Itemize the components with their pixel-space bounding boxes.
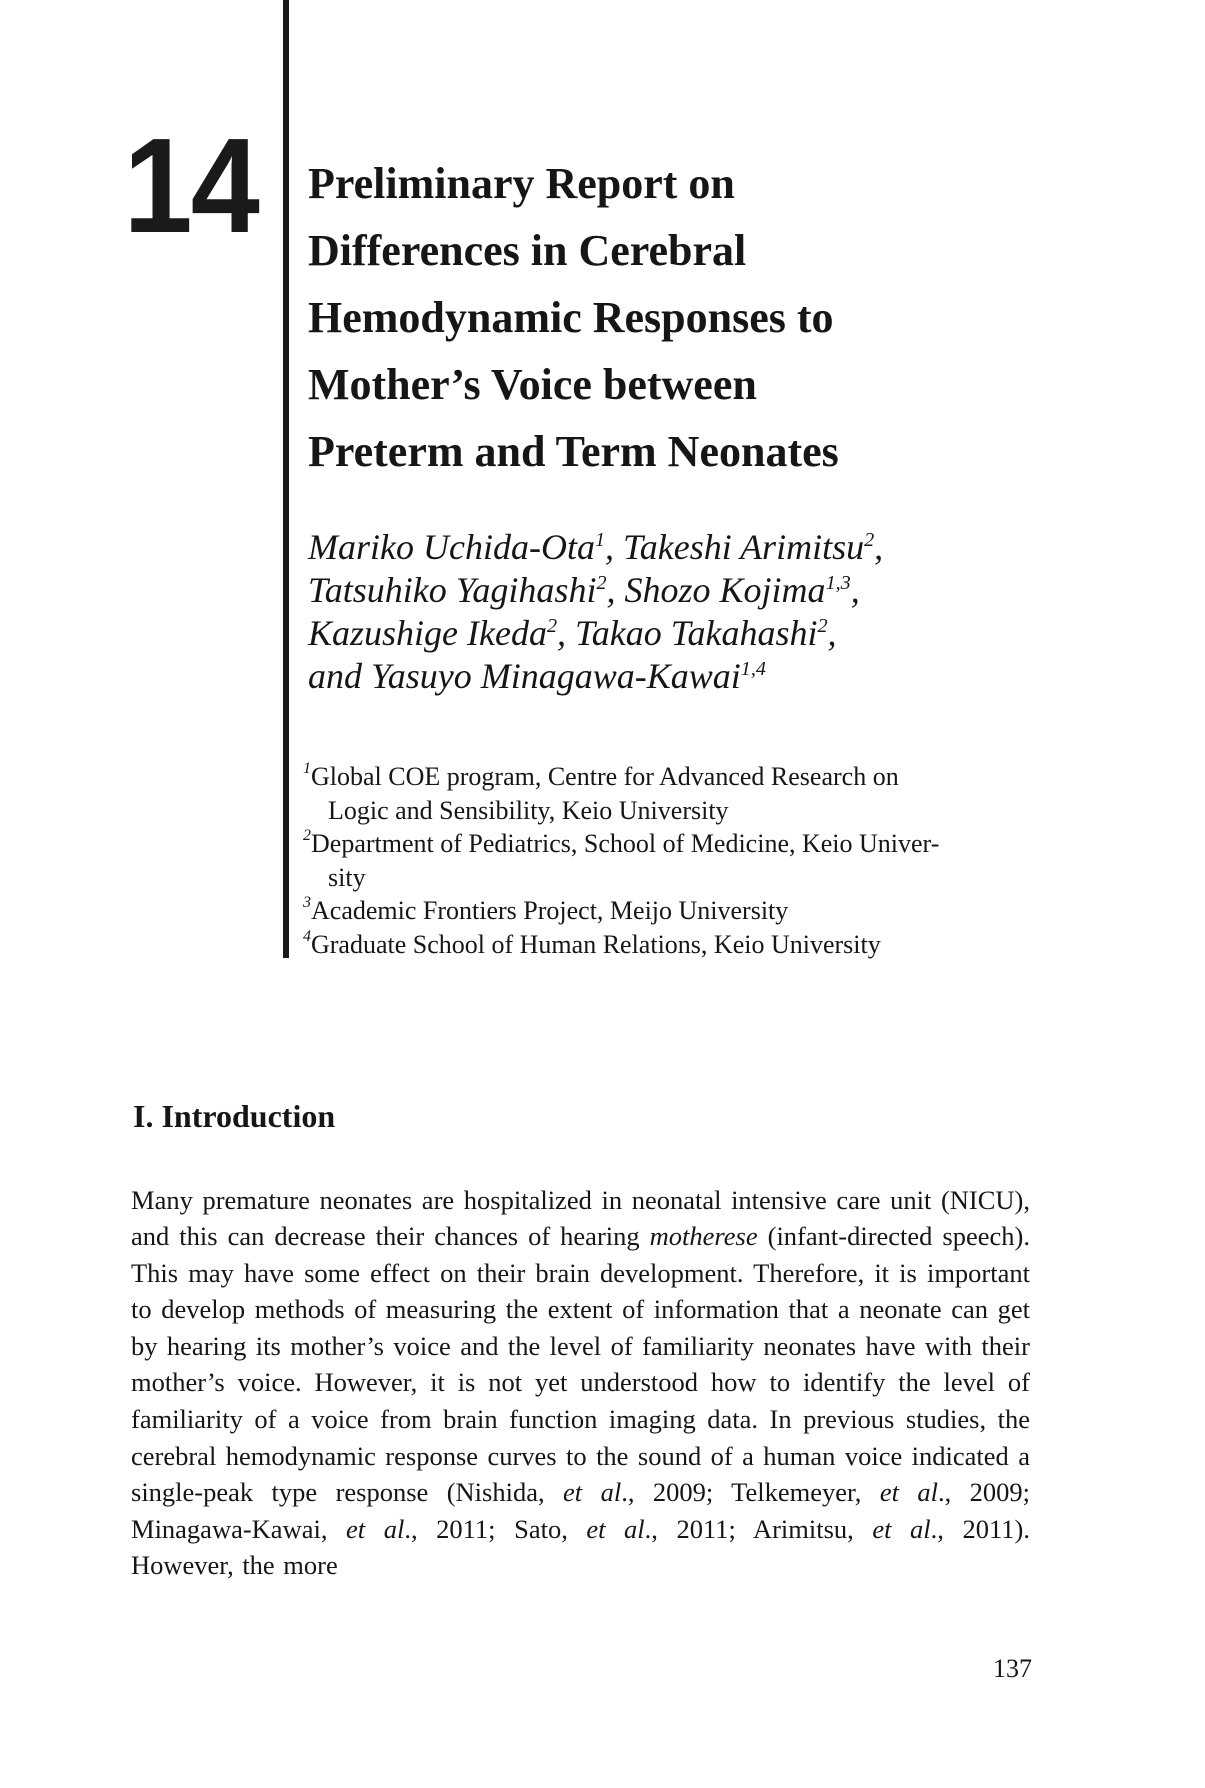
- text-segment: ., 2009; Telkemeyer,: [621, 1477, 880, 1508]
- chapter-title-line: Hemodynamic Responses to: [308, 293, 834, 343]
- superscript-ref: 2: [596, 572, 607, 594]
- text-segment: et al: [563, 1477, 622, 1508]
- affiliation-marker: 2: [303, 827, 311, 844]
- text-segment: Kazushige Ikeda: [308, 613, 547, 653]
- text-segment: Tatsuhiko Yagihashi: [308, 570, 597, 610]
- chapter-vertical-rule: [283, 0, 289, 958]
- affiliation-text: [311, 894, 1003, 928]
- text-segment: (infant-directed speech). This may have some effect on their brain development. Therefore, it is important to develop methods of measuring the extent of information that a neonate can get by hearing its mother’s voice and the level of familiarity neonates have with their mother’s voice. However, it is not yet understood how to identify the level of familiarity of a voice from brain function imaging data. In previous studies, the cerebral hemodynamic response curves to the sound of a human voice indicated a single-peak type response (Nishida,: [131, 1221, 1030, 1508]
- affiliation-text: [311, 827, 1003, 894]
- text-segment: et al: [872, 1513, 931, 1544]
- author-line: [308, 569, 1028, 612]
- affiliation-line: Graduate School of Human Relations, Keio University: [311, 929, 881, 959]
- author-line: [308, 655, 1028, 698]
- author-line: [308, 526, 1028, 569]
- chapter-title-line: Preliminary Report on: [308, 159, 735, 209]
- chapter-title-line: Differences in Cerebral: [308, 226, 747, 276]
- superscript-ref: 2: [817, 615, 828, 637]
- affiliation-line: Global COE program, Centre for Advanced Research on: [311, 762, 899, 791]
- text-segment: Many premature neonates are hospitalized in neonatal intensive care unit (NICU), and this can decrease their chances of hearing: [131, 1184, 1030, 1252]
- text-segment: ., 2009; Minagawa-Kawai,: [131, 1477, 1030, 1544]
- text-segment: , Shozo Kojima: [606, 570, 826, 610]
- chapter-title-line: Mother’s Voice between: [308, 360, 757, 410]
- affiliation-text: [311, 760, 1003, 827]
- affiliation-line: sity: [328, 862, 366, 892]
- text-segment: Mariko Uchida-Ota: [308, 527, 595, 567]
- author-line: [308, 612, 1028, 655]
- chapter-title-line: Preterm and Term Neonates: [308, 427, 839, 477]
- affiliation-line: Academic Frontiers Project, Meijo University: [311, 896, 789, 925]
- affiliation-marker: 1: [303, 760, 311, 777]
- superscript-ref: 2: [864, 529, 875, 551]
- superscript-ref: 1,3: [825, 572, 851, 594]
- text-segment: , Takeshi Arimitsu: [605, 527, 865, 567]
- affiliation-marker: 4: [303, 927, 311, 945]
- superscript-ref: 2: [546, 615, 558, 637]
- author-list: [308, 526, 1028, 698]
- affiliation-line: Logic and Sensibility, Keio University: [328, 795, 729, 825]
- text-segment: ., 2011; Sato,: [404, 1513, 587, 1544]
- superscript-ref: 1: [594, 529, 606, 551]
- text-segment: et al: [586, 1513, 645, 1544]
- affiliation-1: [303, 760, 1003, 827]
- affiliation-2: [303, 827, 1003, 894]
- text-segment: motherese: [649, 1221, 758, 1252]
- text-segment: , Takao Takahashi: [557, 613, 818, 653]
- affiliation-text: [311, 928, 1003, 962]
- text-segment: ,: [874, 527, 884, 567]
- affiliation-4: [303, 928, 1003, 962]
- text-segment: ., 2011). However, the more: [131, 1513, 1030, 1581]
- chapter-number: 14: [123, 110, 258, 261]
- chapter-title: [308, 150, 1028, 485]
- affiliation-3: [303, 894, 1003, 928]
- text-segment: et al: [879, 1477, 938, 1508]
- section-heading-introduction: I. Introduction: [133, 1097, 336, 1134]
- affiliation-list: [303, 760, 1003, 961]
- text-segment: ,: [827, 613, 837, 653]
- text-segment: and Yasuyo Minagawa-Kawai: [308, 656, 741, 696]
- superscript-ref: 1,4: [740, 658, 766, 680]
- page-number: 137: [993, 1654, 1032, 1683]
- text-segment: ,: [850, 570, 860, 610]
- affiliation-marker: 3: [303, 894, 311, 911]
- text-segment: et al: [346, 1513, 405, 1544]
- introduction-paragraph: [131, 1182, 1030, 1585]
- affiliation-line: Department of Pediatrics, School of Medicine, Keio Univer-: [311, 829, 940, 858]
- text-segment: ., 2011; Arimitsu,: [644, 1513, 873, 1544]
